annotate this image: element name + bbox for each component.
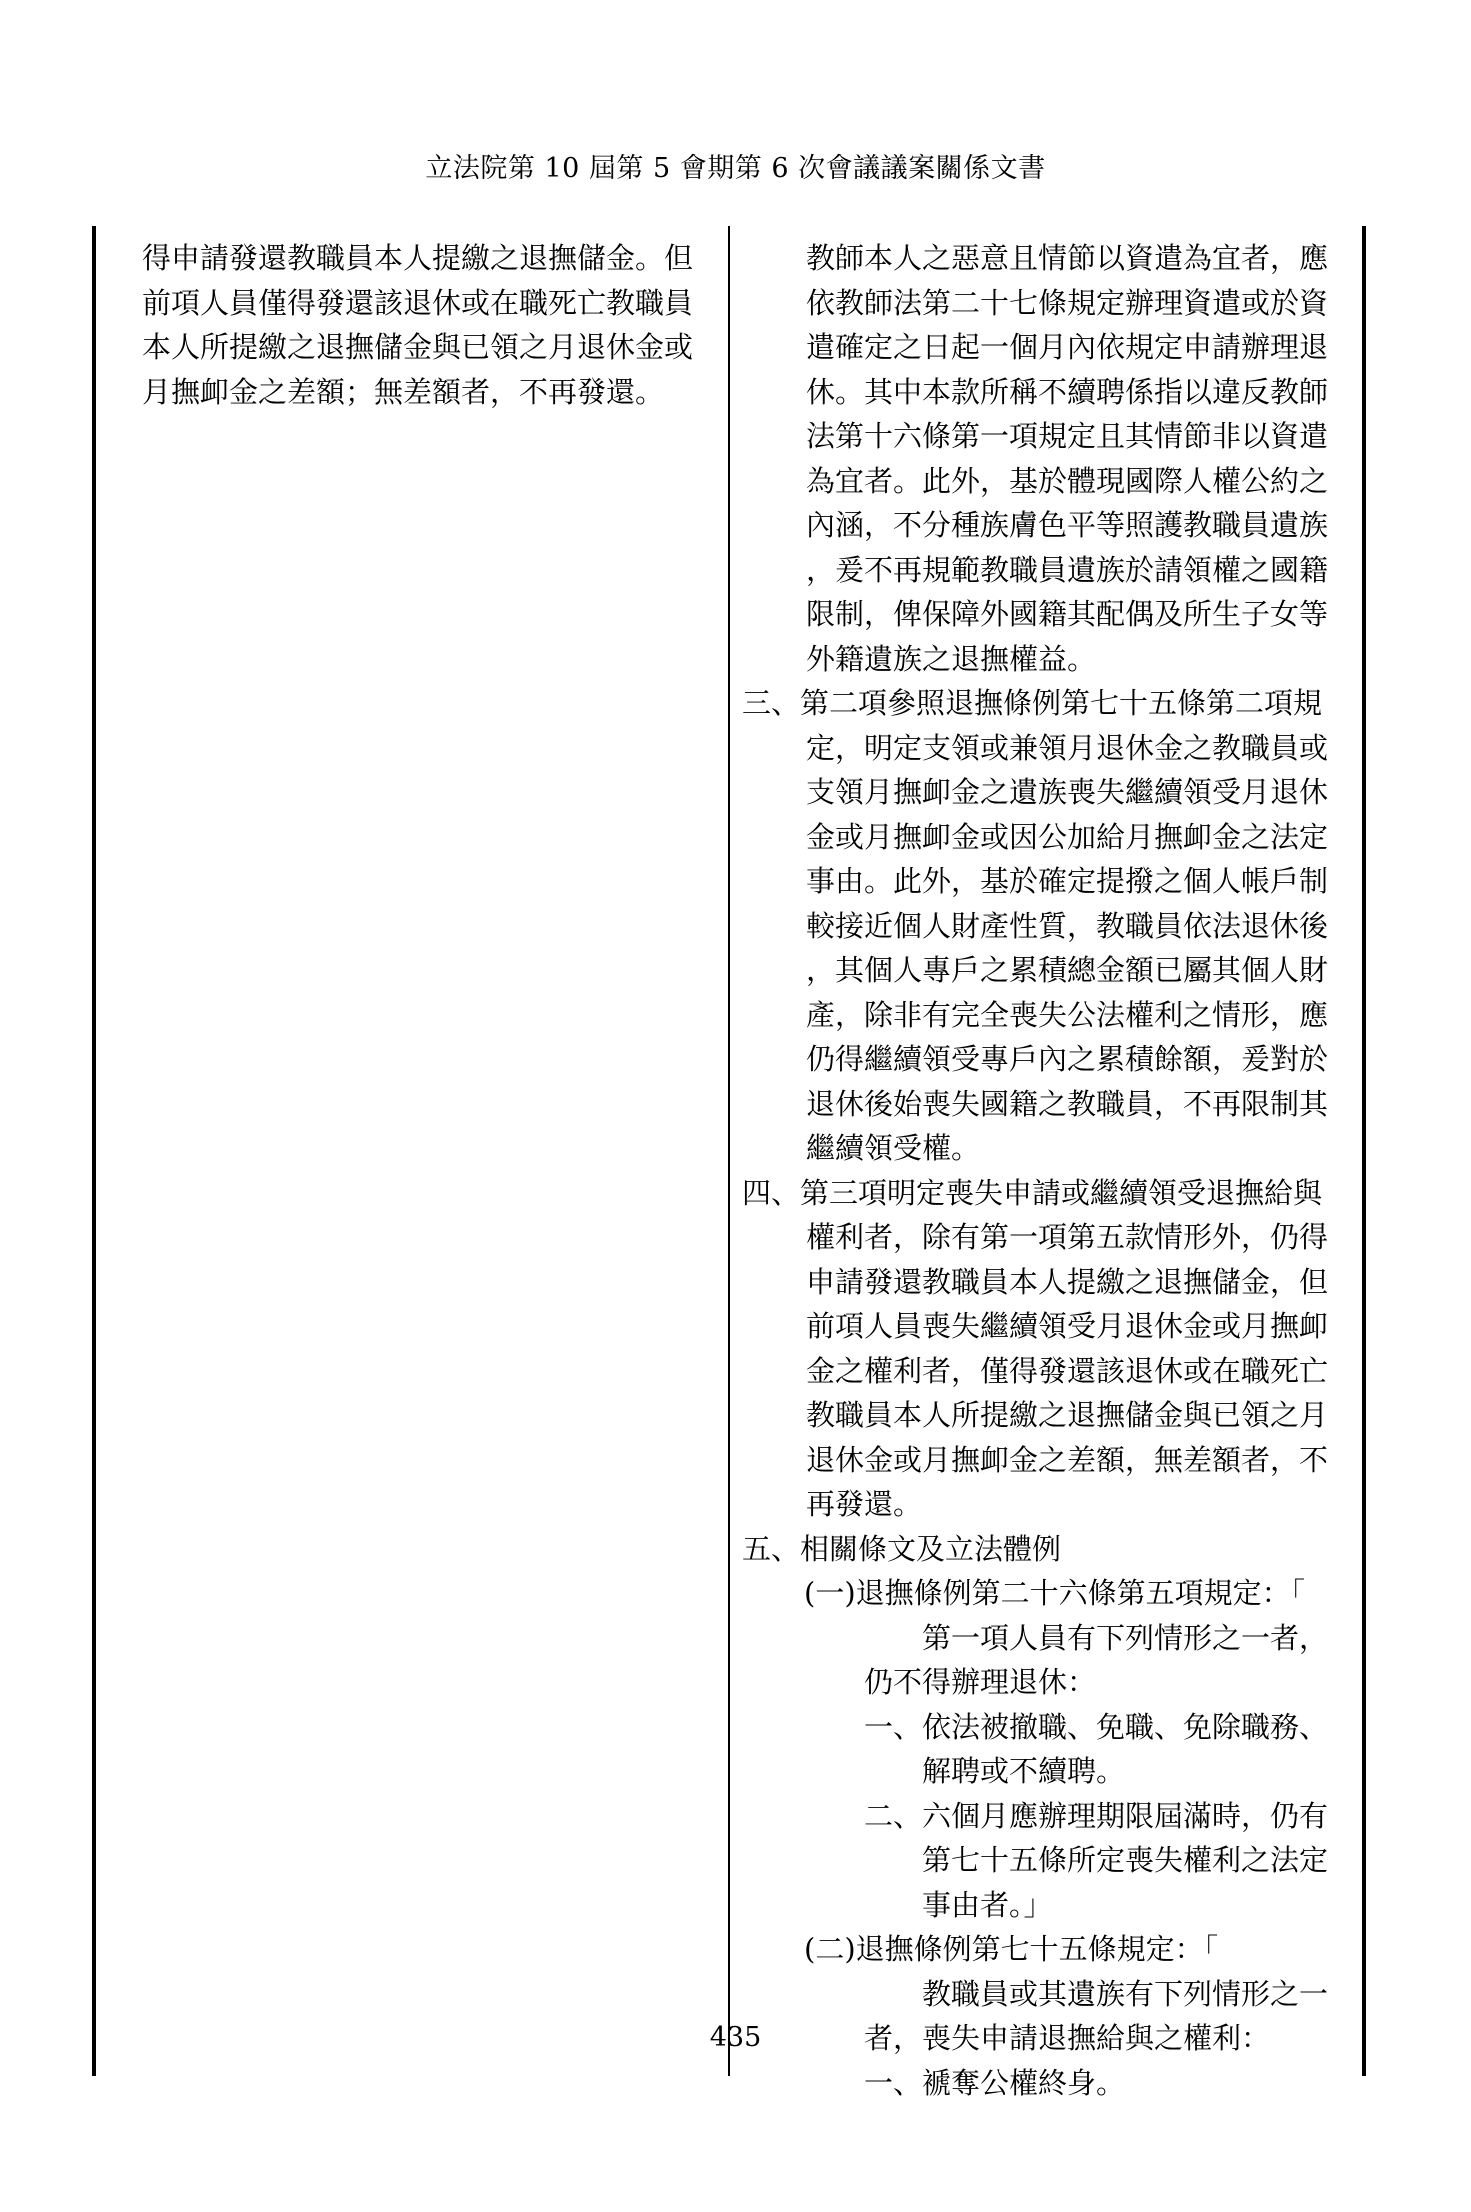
right-line: 定，明定支領或兼領月退休金之教職員或	[806, 730, 1329, 765]
right-line: 內涵，不分種族膚色平等照護教職員遺族	[806, 508, 1329, 542]
right-line: 解聘或不續聘。	[922, 1754, 1126, 1788]
right-line: (二)退撫條例第七十五條規定：「	[804, 1932, 1219, 1966]
right-column-text	[742, 236, 1354, 2105]
right-line: 依教師法第二十七條規定辦理資遣或於資	[806, 285, 1329, 320]
right-line: 限制，俾保障外國籍其配偶及所生子女等	[806, 597, 1329, 631]
right-line: 再發還。	[806, 1487, 923, 1521]
right-line: (一)退撫條例第二十六條第五項規定：「	[804, 1576, 1306, 1610]
right-line: 四、第三項明定喪失申請或繼續領受退撫給與	[742, 1175, 1323, 1210]
right-line: 較接近個人財產性質，教職員依法退休後	[806, 908, 1329, 943]
left-line: 得申請發還教職員本人提繳之退撫儲金。但	[142, 241, 694, 275]
right-line: 第七十五條所定喪失權利之法定	[922, 1843, 1329, 1877]
right-line: 金或月撫卹金或因公加給月撫卹金之法定	[806, 819, 1329, 854]
right-line: 前項人員喪失繼續領受月退休金或月撫卹	[806, 1309, 1329, 1343]
right-line: 教職員本人所提繳之退撫儲金與已領之月	[806, 1398, 1329, 1432]
right-line: 法第十六條第一項規定且其情節非以資遣	[806, 419, 1329, 453]
right-line: 退休金或月撫卹金之差額，無差額者，不	[806, 1442, 1329, 1477]
right-line: 事由者。」	[922, 1887, 1053, 1922]
right-line: 二、六個月應辦理期限屆滿時，仍有	[864, 1798, 1329, 1833]
right-line: ，其個人專戶之累積總金額已屬其個人財	[806, 953, 1329, 987]
left-border-rule	[92, 226, 96, 2076]
right-line: ，爰不再規範教職員遺族於請領權之國籍	[806, 552, 1329, 587]
right-line: 繼續領受權。	[806, 1131, 981, 1165]
right-line: 遣確定之日起一個月內依規定申請辦理退	[806, 330, 1329, 364]
right-line: 者，喪失申請退撫給與之權利：	[864, 2021, 1271, 2055]
right-line: 仍得繼續領受專戶內之累積餘額，爰對於	[806, 1042, 1329, 1076]
right-line: 申請發還教職員本人提繳之退撫儲金，但	[806, 1264, 1329, 1299]
right-line: 休。其中本款所稱不續聘係指以違反教師	[806, 374, 1329, 409]
right-line: 退休後始喪失國籍之教職員，不再限制其	[806, 1086, 1329, 1121]
document-header: 立法院第 10 屆第 5 會期第 6 次會議議案關係文書	[425, 153, 1046, 184]
right-line: 權利者，除有第一項第五款情形外，仍得	[806, 1220, 1329, 1254]
right-line: 教師本人之惡意且情節以資遣為宜者，應	[806, 241, 1329, 275]
right-line: 五、相關條文及立法體例	[742, 1531, 1062, 1566]
right-line: 外籍遺族之退撫權益。	[806, 641, 1097, 676]
right-line: 事由。此外，基於確定提撥之個人帳戶制	[806, 864, 1329, 898]
right-border-rule	[1362, 226, 1366, 2076]
right-line: 產，除非有完全喪失公法權利之情形，應	[806, 997, 1329, 1032]
right-line: 第一項人員有下列情形之一者，	[922, 1620, 1329, 1655]
page-number: 435	[709, 2022, 762, 2053]
right-line: 仍不得辦理退休：	[864, 1665, 1097, 1699]
right-line: 三、第二項參照退撫條例第七十五條第二項規	[742, 686, 1323, 720]
column-divider-rule	[728, 226, 730, 2076]
right-line: 教職員或其遺族有下列情形之一	[922, 1976, 1329, 2011]
left-line: 本人所提繳之退撫儲金與已領之月退休金或	[142, 330, 694, 364]
right-line: 一、褫奪公權終身。	[864, 2065, 1126, 2100]
right-line: 金之權利者，僅得發還該退休或在職死亡	[806, 1353, 1329, 1388]
right-line: 為宜者。此外，基於體現國際人權公約之	[806, 463, 1329, 498]
right-line: 支領月撫卹金之遺族喪失繼續領受月退休	[806, 775, 1329, 809]
left-line: 月撫卹金之差額；無差額者，不再發還。	[142, 374, 665, 409]
right-line: 一、依法被撤職、免職、免除職務、	[864, 1709, 1329, 1744]
left-column-text	[142, 236, 712, 414]
left-line: 前項人員僅得發還該退休或在職死亡教職員	[142, 285, 694, 320]
